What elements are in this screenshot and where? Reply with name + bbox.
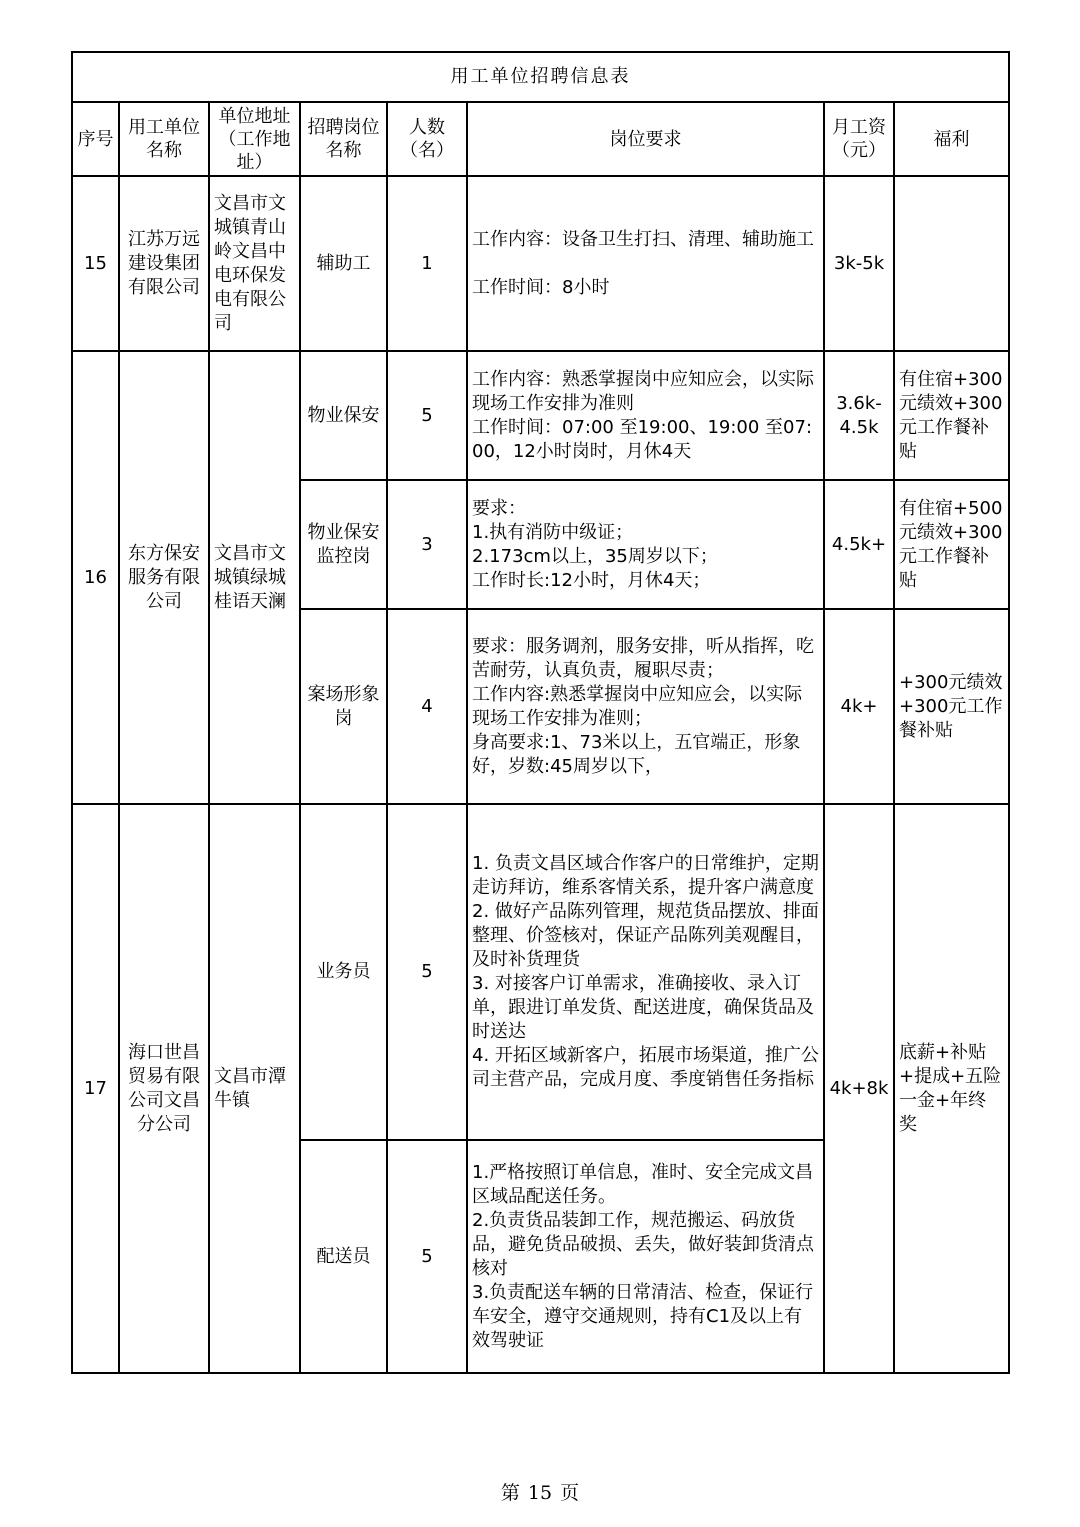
cell-requirements: 工作内容：熟悉掌握岗中应知应会，以实际现场工作安排为准则 工作时间：07:00 至19:00、19:00 至07:00，12小时岗时，月休4天 bbox=[467, 351, 824, 480]
cell-count: 5 bbox=[387, 351, 467, 480]
header-position: 招聘岗位名称 bbox=[300, 102, 387, 176]
table-row bbox=[72, 804, 1009, 1140]
cell-company: 江苏万远建设集团有限公司 bbox=[119, 176, 209, 351]
cell-position: 物业保安 bbox=[300, 351, 387, 480]
cell-address: 文昌市文城镇青山岭文昌中电环保发电有限公司 bbox=[209, 176, 300, 351]
cell-requirements: 要求：服务调剂，服务安排，听从指挥，吃苦耐劳，认真负责，履职尽责； 工作内容:熟悉掌握岗中应知应会，以实际现场工作安排为准则； 身高要求:1、73米以上，五官端正，形象好，岁数:45周岁以下， bbox=[467, 609, 824, 804]
cell-salary: 4.5k+ bbox=[824, 480, 894, 609]
cell-count: 3 bbox=[387, 480, 467, 609]
cell-company: 海口世昌贸易有限公司文昌分公司 bbox=[119, 804, 209, 1373]
cell-requirements: 1.严格按照订单信息，准时、安全完成文昌区域品配送任务。 2.负责货品装卸工作，规范搬运、码放货品，避免货品破损、丢失，做好装卸货清点核对 3.负责配送车辆的日常清洁、检查，保证行车安全，遵守交通规则，持有C1及以上有效驾驶证 bbox=[467, 1140, 824, 1373]
cell-count: 5 bbox=[387, 804, 467, 1140]
header-count: 人数（名） bbox=[387, 102, 467, 176]
cell-address: 文昌市文城镇绿城桂语天澜 bbox=[209, 351, 300, 804]
cell-count: 1 bbox=[387, 176, 467, 351]
cell-seq: 15 bbox=[72, 176, 119, 351]
cell-requirements: 要求： 1.执有消防中级证； 2.173cm以上，35周岁以下； 工作时长:12小时，月休4天； bbox=[467, 480, 824, 609]
header-seq: 序号 bbox=[72, 102, 119, 176]
cell-position: 案场形象岗 bbox=[300, 609, 387, 804]
header-benefits: 福利 bbox=[894, 102, 1009, 176]
cell-benefits: 有住宿+500元绩效+300元工作餐补贴 bbox=[894, 480, 1009, 609]
header-company: 用工单位名称 bbox=[119, 102, 209, 176]
cell-position: 业务员 bbox=[300, 804, 387, 1140]
header-salary: 月工资（元） bbox=[824, 102, 894, 176]
table-title: 用工单位招聘信息表 bbox=[72, 52, 1009, 102]
cell-seq: 17 bbox=[72, 804, 119, 1373]
header-row bbox=[72, 102, 1009, 176]
table-row bbox=[72, 351, 1009, 480]
cell-benefits: 底薪+补贴+提成+五险一金+年终奖 bbox=[894, 804, 1009, 1373]
req-line: 工作内容：设备卫生打扫、清理、辅助施工 bbox=[472, 228, 814, 250]
cell-benefits bbox=[894, 176, 1009, 351]
recruitment-table bbox=[71, 51, 1010, 1374]
cell-count: 5 bbox=[387, 1140, 467, 1373]
header-address: 单位地址（工作地址） bbox=[209, 102, 300, 176]
cell-position: 物业保安监控岗 bbox=[300, 480, 387, 609]
cell-position: 配送员 bbox=[300, 1140, 387, 1373]
table-row bbox=[72, 176, 1009, 351]
cell-position: 辅助工 bbox=[300, 176, 387, 351]
footer-suffix: 页 bbox=[560, 1482, 580, 1504]
cell-benefits: 有住宿+300元绩效+300元工作餐补贴 bbox=[894, 351, 1009, 480]
cell-salary: 3.6k-4.5k bbox=[824, 351, 894, 480]
cell-requirements bbox=[467, 176, 824, 351]
cell-salary: 3k-5k bbox=[824, 176, 894, 351]
page-number: 15 bbox=[527, 1482, 553, 1504]
cell-salary: 4k+8k bbox=[824, 804, 894, 1373]
req-line: 工作时间：8小时 bbox=[472, 276, 610, 298]
cell-count: 4 bbox=[387, 609, 467, 804]
header-requirements: 岗位要求 bbox=[467, 102, 824, 176]
footer-prefix: 第 bbox=[500, 1482, 520, 1504]
cell-address: 文昌市潭牛镇 bbox=[209, 804, 300, 1373]
cell-salary: 4k+ bbox=[824, 609, 894, 804]
cell-seq: 16 bbox=[72, 351, 119, 804]
page-footer bbox=[0, 1478, 1080, 1505]
cell-benefits: +300元绩效+300元工作餐补贴 bbox=[894, 609, 1009, 804]
cell-requirements: 1. 负责文昌区域合作客户的日常维护，定期走访拜访，维系客情关系，提升客户满意度 2. 做好产品陈列管理，规范货品摆放、排面整理、价签核对，保证产品陈列美观醒目，及时补货理货 3. 对接客户订单需求，准确接收、录入订单，跟进订单发货、配送进度，确保货品及时送达 4. 开拓区域新客户，拓展市场渠道，推广公司主营产品，完成月度、季度销售任务指标 bbox=[467, 804, 824, 1140]
cell-company: 东方保安服务有限公司 bbox=[119, 351, 209, 804]
